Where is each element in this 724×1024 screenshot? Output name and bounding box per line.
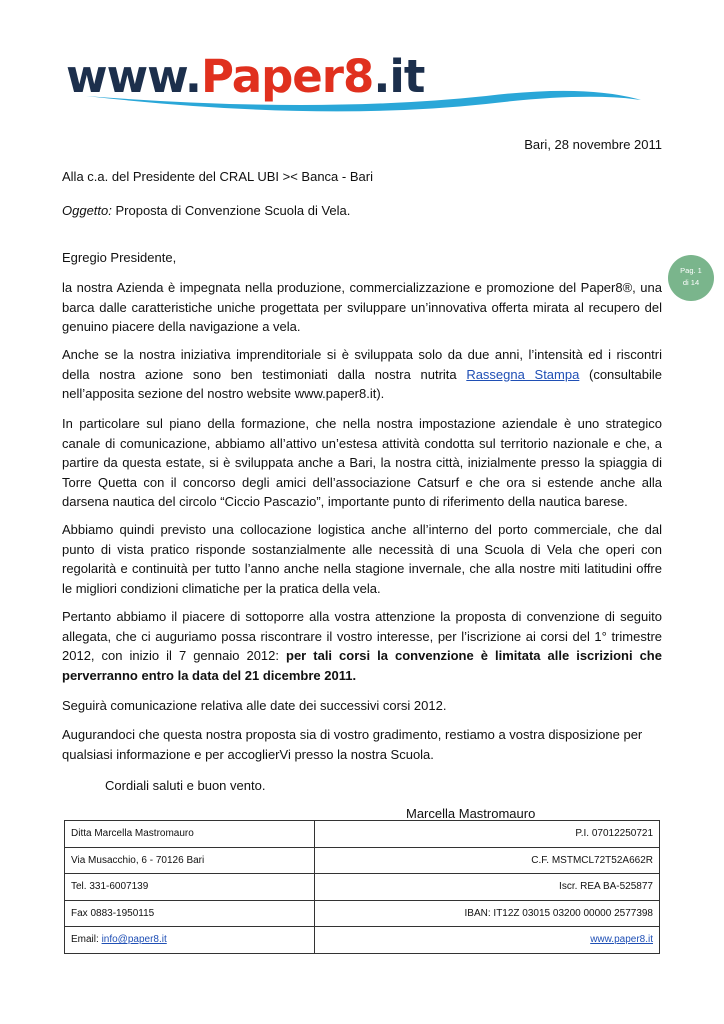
- paragraph-5: [62, 607, 662, 685]
- paragraph-5-bold: per tali corsi la convenzione è limitata alle iscrizioni che perverranno entro la data del 21 dicembre 2011.: [62, 648, 662, 683]
- logo-prefix: www.: [66, 50, 201, 103]
- signer-name: Marcella Mastromauro: [406, 806, 536, 821]
- logo-suffix: .it: [373, 50, 425, 103]
- fax: Fax 0883-1950115: [65, 900, 315, 927]
- subject-text: Proposta di Convenzione Scuola di Vela.: [111, 203, 351, 218]
- company-name: Ditta Marcella Mastromauro: [65, 821, 315, 848]
- email-cell: [65, 927, 315, 954]
- page-number-line2: di 14: [682, 278, 700, 287]
- page-number-badge: [668, 255, 714, 301]
- table-row: [65, 900, 660, 927]
- paragraph-2-tail: (consultabile nell’apposita sezione del nostro website www.paper8.it).: [62, 366, 662, 401]
- table-row: [65, 927, 660, 954]
- subject-line: [62, 201, 662, 221]
- website-link[interactable]: www.paper8.it: [590, 934, 653, 946]
- iban: IBAN: IT12Z 03015 03200 00000 2577398: [315, 900, 660, 927]
- paragraph-4: Abbiamo quindi previsto una collocazione logistica anche all’interno del porto commerciale, che dal punto di vista pratico risponde sostanzialmente alle necessità di una Scuola di Vela che operi con regolarità e continuità per tutto l’anno anche nella stagione invernale, che alla nostre miti latitudini offre le migliori condizioni climatiche per la pratica della vela.: [62, 522, 662, 596]
- paragraph-3: In particolare sul piano della formazione, che nella nostra impostazione aziendale è uno strategico canale di comunicazione, abbiamo all’attivo un’estesa attività condotta sul territorio nazionale e che, a partire da questa estate, si è sviluppata anche a Bari, la nostra città, inizialmente presso la spiaggia di Torre Quetta con il concorso degli amici dell’associazione Catsurf e che ora si estende anche alla darsena nautica del circolo “Ciccio Pascazio”, importante punto di riferimento della nautica barese.: [62, 416, 662, 509]
- website-cell: [315, 927, 660, 954]
- subject-label: Oggetto:: [62, 203, 112, 218]
- table-row: [65, 821, 660, 848]
- rea-registration: Iscr. REA BA-525877: [315, 874, 660, 901]
- logo-brand: Paper8: [200, 50, 374, 103]
- email-label: Email:: [71, 934, 102, 946]
- paragraph-6: Seguirà comunicazione relativa alle date dei successivi corsi 2012.: [62, 698, 447, 713]
- fiscal-code: C.F. MSTMCL72T52A662R: [315, 847, 660, 874]
- greeting: Egregio Presidente,: [62, 250, 177, 265]
- paragraph-2: [62, 345, 662, 404]
- paragraph-2-text: Anche se la nostra iniziativa imprenditoriale si è sviluppata solo da due anni, l’intensità ed i riscontri della nostra azione sono ben testimoniati dalla nostra nutrita: [62, 347, 662, 382]
- telephone: Tel. 331-6007139: [65, 874, 315, 901]
- page-number-line1: Pag. 1: [680, 266, 702, 275]
- table-row: [65, 847, 660, 874]
- paragraph-7: Augurandoci che questa nostra proposta sia di vostro gradimento, restiamo a vostra disposizione per qualsiasi informazione e per accoglierVi presso la nostra Scuola.: [62, 727, 643, 762]
- email-link[interactable]: info@paper8.it: [101, 934, 167, 946]
- company-logo: [66, 52, 646, 114]
- closing: Cordiali saluti e buon vento.: [105, 778, 266, 793]
- table-row: [65, 874, 660, 901]
- vat-number: P.I. 07012250721: [315, 821, 660, 848]
- logo-text: [66, 52, 424, 102]
- addressee: Alla c.a. del Presidente del CRAL UBI >< Banca - Bari: [62, 169, 373, 184]
- paragraph-5-text: Pertanto abbiamo il piacere di sottoporre alla vostra attenzione la proposta di convenzione di seguito allegata, che ci auguriamo possa riscontrare il vostro interesse, per l’iscrizione ai corsi del 1° trimestre 2012, con inizio il 7 gennaio 2012:: [62, 609, 662, 663]
- paragraph-1: la nostra Azienda è impegnata nella produzione, commercializzazione e promozione del Paper8®, una barca dalle caratteristiche uniche progettata per sviluppare un’innovativa offerta mirata al recupero del genuino piacere della navigazione a vela.: [62, 280, 662, 334]
- letter-date: Bari, 28 novembre 2011: [524, 137, 662, 152]
- company-info-table: [64, 820, 660, 954]
- rassegna-stampa-link[interactable]: Rassegna Stampa: [466, 366, 580, 382]
- address: Via Musacchio, 6 - 70126 Bari: [65, 847, 315, 874]
